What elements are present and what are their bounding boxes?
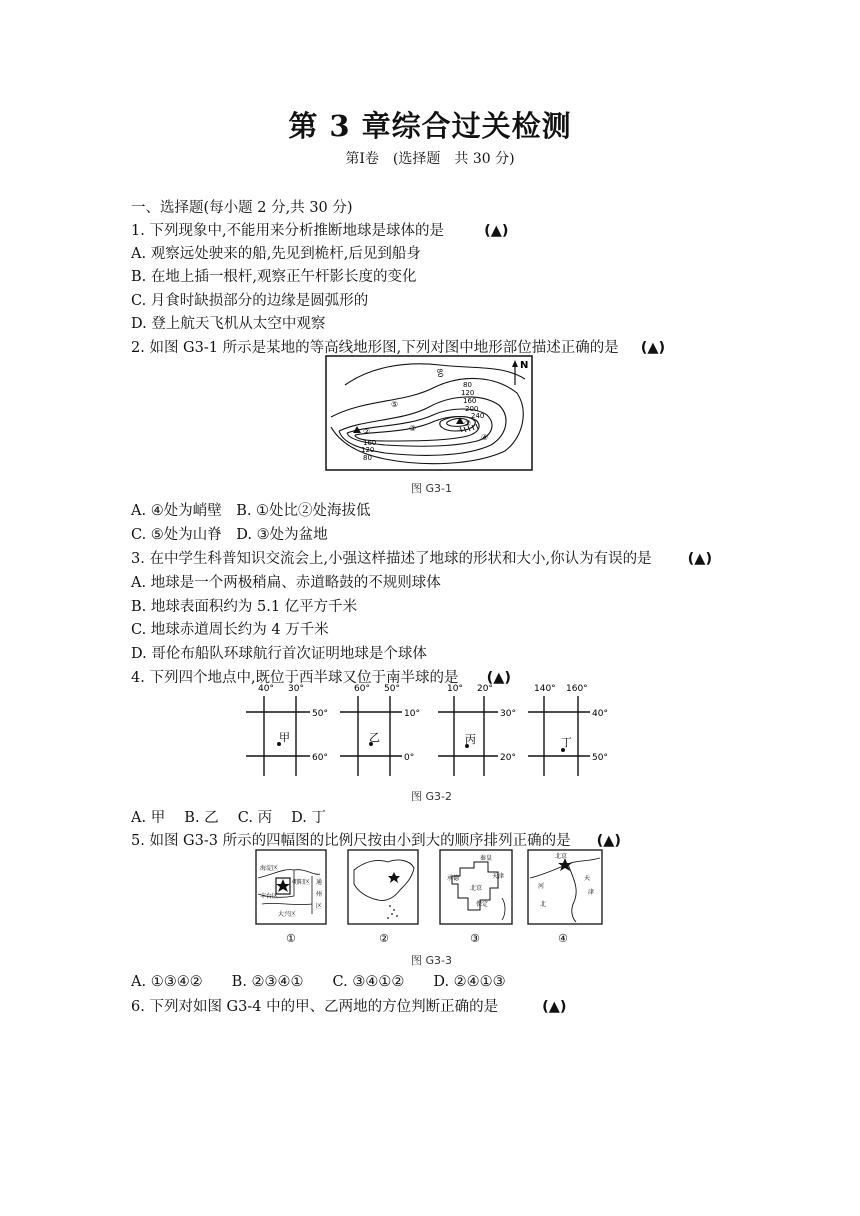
svg-text:秦皇: 秦皇: [480, 855, 493, 862]
svg-text:北京: 北京: [555, 853, 568, 860]
svg-text:N: N: [520, 360, 529, 371]
question-1-option-a: A. 观察远处驶来的船,先见到桅杆,后见到船身: [131, 246, 421, 262]
svg-text:30°: 30°: [288, 684, 304, 694]
question-3-option-d: D. 哥伦布船队环球航行首次证明地球是个球体: [131, 646, 427, 662]
svg-text:丙: 丙: [465, 733, 476, 746]
map-china: [348, 850, 418, 945]
svg-text:160°: 160°: [566, 684, 588, 694]
question-2-stem: [131, 336, 665, 357]
question-3-text: 3. 在中学生科普知识交流会上,小强这样描述了地球的形状和大小,你认为有误的是: [131, 551, 652, 567]
svg-text:50°: 50°: [592, 753, 608, 763]
svg-text:120: 120: [361, 446, 375, 454]
question-1-stem: [131, 219, 508, 240]
svg-text:50°: 50°: [384, 684, 400, 694]
contour-map-figure: [325, 355, 533, 471]
map-hebei-region: [528, 850, 602, 945]
svg-text:甲: 甲: [279, 731, 290, 744]
answer-mark-2: (▲): [640, 340, 666, 356]
question-6-text: 6. 下列对如图 G3-4 中的甲、乙两地的方位判断正确的是: [131, 999, 499, 1015]
question-3-stem: [131, 547, 712, 568]
svg-text:丰台区: 丰台区: [260, 893, 279, 900]
svg-text:80: 80: [463, 381, 472, 389]
grid-bing: [438, 684, 516, 776]
svg-text:通: 通: [316, 879, 323, 886]
svg-text:240: 240: [471, 412, 485, 420]
svg-text:津: 津: [588, 889, 595, 896]
answer-mark-4: (▲): [486, 670, 511, 686]
svg-text:160: 160: [463, 397, 477, 405]
question-5-text: 5. 如图 G3-3 所示的四幅图的比例尺按由小到大的顺序排列正确的是: [131, 833, 571, 849]
svg-text:河: 河: [538, 883, 545, 890]
scale-maps-figure: [254, 848, 606, 948]
svg-text:0°: 0°: [404, 753, 415, 763]
question-3-option-c: C. 地球赤道周长约为 4 万千米: [131, 622, 329, 638]
svg-text:160: 160: [363, 439, 377, 447]
figure-caption-g3-1: 图 G3-1: [411, 482, 452, 495]
question-2-options-cd: C. ⑤处为山脊 D. ③处为盆地: [131, 527, 328, 543]
svg-text:丁: 丁: [561, 736, 572, 749]
svg-text:140°: 140°: [534, 684, 556, 694]
svg-text:④: ④: [558, 932, 568, 945]
svg-text:60°: 60°: [354, 684, 370, 694]
svg-text:20°: 20°: [477, 684, 493, 694]
svg-text:⑤: ⑤: [391, 400, 399, 409]
question-3-option-b: B. 地球表面积约为 5.1 亿平方千米: [131, 599, 358, 615]
figure-caption-g3-2: 图 G3-2: [411, 790, 452, 803]
svg-text:海淀区: 海淀区: [260, 865, 279, 872]
svg-text:③: ③: [409, 424, 417, 433]
svg-text:10°: 10°: [447, 684, 463, 694]
svg-text:120: 120: [461, 389, 475, 397]
question-1-option-c: C. 月食时缺损部分的边缘是圆弧形的: [131, 293, 369, 309]
answer-mark-1: (▲): [484, 223, 509, 239]
svg-text:乙: 乙: [369, 731, 380, 744]
svg-text:州: 州: [316, 891, 323, 898]
svg-text:10°: 10°: [404, 709, 420, 719]
question-4-options: A. 甲 B. 乙 C. 丙 D. 丁: [131, 810, 327, 826]
question-1-option-d: D. 登上航天飞机从太空中观察: [131, 316, 326, 332]
svg-text:大兴区: 大兴区: [278, 911, 297, 918]
latlon-grid-figure: [244, 680, 620, 780]
svg-text:80: 80: [363, 454, 372, 462]
svg-text:②: ②: [379, 932, 389, 945]
question-1-text: 1. 下列现象中,不能用来分析推断地球是球体的是: [131, 223, 445, 239]
section-heading: 一、选择题(每小题 2 分,共 30 分): [131, 200, 353, 216]
svg-text:②: ②: [363, 427, 371, 436]
svg-text:50°: 50°: [312, 709, 328, 719]
svg-text:40°: 40°: [592, 709, 608, 719]
svg-text:④: ④: [481, 433, 489, 442]
svg-text:60°: 60°: [312, 753, 328, 763]
question-6-stem: [131, 995, 567, 1016]
map-beijing-region: [440, 850, 512, 945]
answer-mark-3: (▲): [687, 551, 713, 567]
answer-mark-5: (▲): [596, 833, 621, 849]
question-1-option-b: B. 在地上插一根杆,观察正午杆影长度的变化: [131, 269, 417, 285]
svg-text:北京: 北京: [470, 885, 483, 892]
svg-text:40°: 40°: [258, 684, 274, 694]
grid-ding: [528, 684, 608, 776]
svg-text:200: 200: [465, 405, 479, 413]
svg-text:天: 天: [584, 875, 591, 882]
svg-text:保定: 保定: [476, 901, 489, 908]
grid-yi: [340, 684, 420, 776]
question-2-text: 2. 如图 G3-1 所示是某地的等高线地形图,下列对图中地形部位描述正确的是: [131, 340, 619, 356]
svg-text:①: ①: [464, 419, 472, 428]
question-5-stem: [131, 829, 621, 850]
question-3-option-a: A. 地球是一个两极稍扁、赤道略鼓的不规则球体: [131, 575, 441, 591]
svg-text:承德: 承德: [447, 875, 460, 882]
grid-jia: [246, 684, 328, 776]
page-title: 第 3 章综合过关检测: [288, 109, 572, 143]
svg-text:80: 80: [435, 367, 445, 379]
svg-text:北: 北: [540, 901, 547, 908]
question-5-options: A. ①③④② B. ②③④① C. ③④①② D. ②④①③: [131, 974, 506, 990]
svg-text:朝阳区: 朝阳区: [292, 879, 311, 886]
page-subtitle: 第Ⅰ卷 (选择题 共 30 分): [345, 151, 515, 167]
svg-text:③: ③: [470, 932, 480, 945]
question-4-text: 4. 下列四个地点中,既位于西半球又位于南半球的是: [131, 670, 459, 686]
map-beijing-districts: [256, 850, 326, 945]
svg-text:区: 区: [316, 903, 323, 910]
svg-text:①: ①: [286, 932, 296, 945]
svg-text:天津: 天津: [492, 873, 505, 880]
question-2-options-ab: A. ④处为峭壁 B. ①处比②处海拔低: [131, 503, 371, 519]
answer-mark-6: (▲): [542, 999, 567, 1015]
svg-text:20°: 20°: [500, 753, 516, 763]
figure-caption-g3-3: 图 G3-3: [411, 954, 452, 967]
svg-text:30°: 30°: [500, 709, 516, 719]
